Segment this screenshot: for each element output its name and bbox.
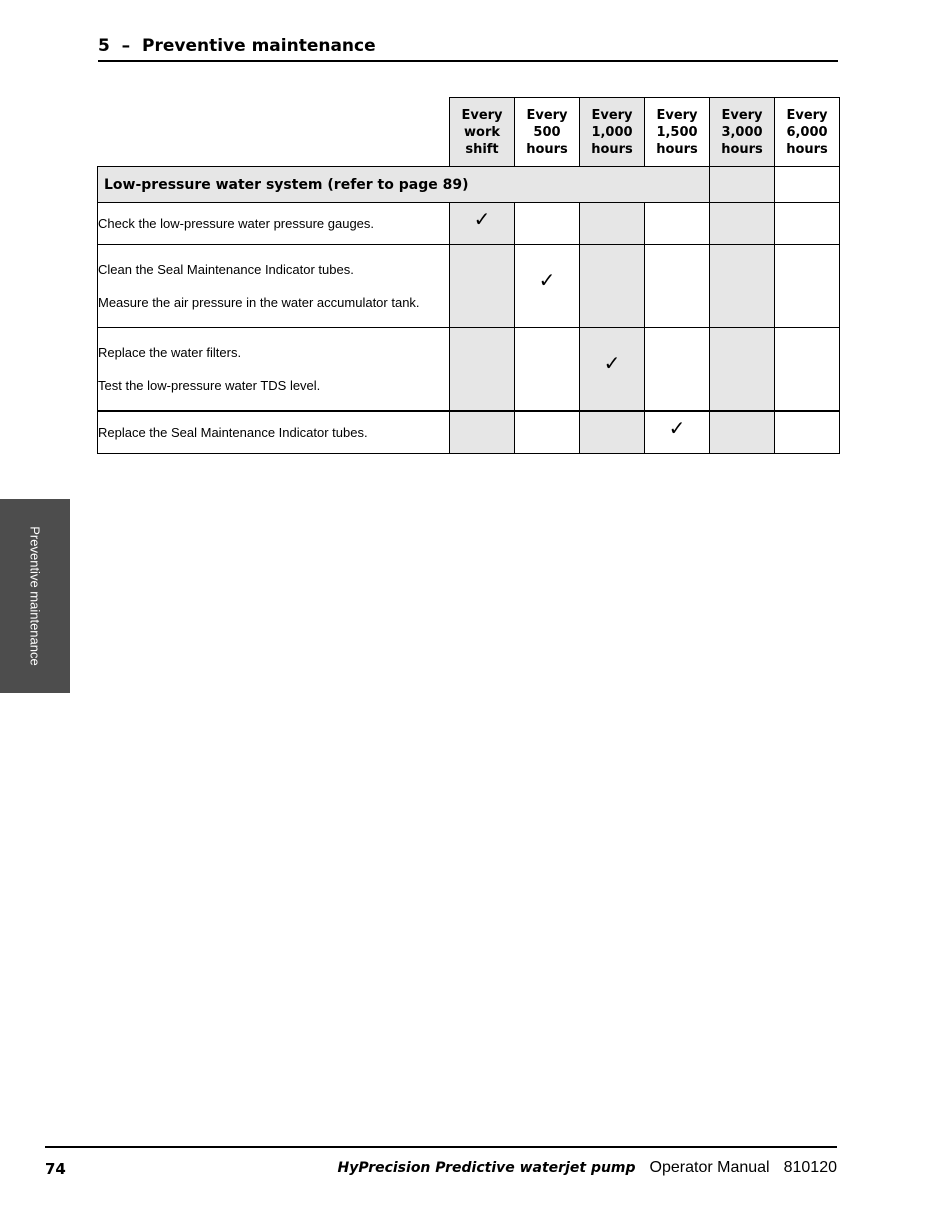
- check-cell: [450, 245, 515, 328]
- check-cell: [450, 328, 515, 412]
- check-cell: [450, 411, 515, 454]
- section-cell-6000: [775, 167, 840, 203]
- section-row: [98, 167, 840, 203]
- check-cell: [580, 411, 645, 454]
- check-cell: [710, 203, 775, 245]
- col-header-3000-hours: Every 3,000 hours: [710, 98, 775, 167]
- task-text: Measure the air pressure in the water accumulator tank.: [98, 295, 420, 310]
- page-header-title: 5 – Preventive maintenance: [98, 36, 376, 56]
- side-tab-label: Preventive maintenance: [27, 526, 43, 666]
- col-header-1500-hours: Every 1,500 hours: [645, 98, 710, 167]
- col-header-work-shift: Every work shift: [450, 98, 515, 167]
- check-cell: [710, 411, 775, 454]
- task-cell: [98, 411, 450, 454]
- check-cell: [515, 203, 580, 245]
- task-text: Replace the water filters.: [98, 345, 242, 360]
- footer-page-number: 74: [45, 1160, 66, 1178]
- side-tab: [0, 499, 70, 693]
- footer-product: HyPrecision Predictive waterjet pump: [337, 1160, 636, 1176]
- check-cell: [775, 203, 840, 245]
- footer-doc-info: [338, 1159, 837, 1177]
- table-row: [98, 411, 840, 454]
- table-row: [98, 203, 840, 245]
- page-header: [98, 36, 838, 62]
- footer-doc-number: 810120: [783, 1159, 837, 1176]
- section-cell-3000: [710, 167, 775, 203]
- col-header-6000-hours: Every 6,000 hours: [775, 98, 840, 167]
- check-cell: [645, 203, 710, 245]
- check-mark-icon: ✓: [603, 352, 621, 375]
- check-cell: [775, 411, 840, 454]
- check-cell: [710, 245, 775, 328]
- header-row: [98, 98, 840, 167]
- task-cell: [98, 203, 450, 245]
- check-cell: [775, 245, 840, 328]
- blank-header-cell: [98, 98, 450, 167]
- footer-divider: [45, 1146, 837, 1148]
- table-row: [98, 328, 840, 412]
- section-title: Low-pressure water system (refer to page 89): [98, 167, 710, 203]
- check-cell: [515, 411, 580, 454]
- col-header-1000-hours: Every 1,000 hours: [580, 98, 645, 167]
- check-cell: [710, 328, 775, 412]
- check-cell: [580, 203, 645, 245]
- check-cell: [580, 245, 645, 328]
- check-cell: [515, 328, 580, 412]
- task-text: Test the low-pressure water TDS level.: [98, 378, 321, 393]
- check-mark-icon: ✓: [538, 269, 556, 292]
- check-mark-icon: ✓: [668, 418, 686, 440]
- check-cell: [645, 411, 710, 454]
- footer-manual: Operator Manual: [649, 1159, 770, 1176]
- check-cell: [450, 203, 515, 245]
- check-cell: [515, 245, 580, 328]
- task-text: Clean the Seal Maintenance Indicator tubes.: [98, 262, 354, 277]
- maintenance-schedule-table: [97, 97, 840, 454]
- task-text: Replace the Seal Maintenance Indicator tubes.: [98, 425, 368, 440]
- col-header-500-hours: Every 500 hours: [515, 98, 580, 167]
- task-text: Check the low-pressure water pressure gauges.: [98, 216, 375, 231]
- check-mark-icon: ✓: [473, 209, 491, 231]
- task-cell: [98, 328, 450, 412]
- check-cell: [580, 328, 645, 412]
- task-cell: [98, 245, 450, 328]
- check-cell: [775, 328, 840, 412]
- check-cell: [645, 328, 710, 412]
- table-row: [98, 245, 840, 328]
- check-cell: [645, 245, 710, 328]
